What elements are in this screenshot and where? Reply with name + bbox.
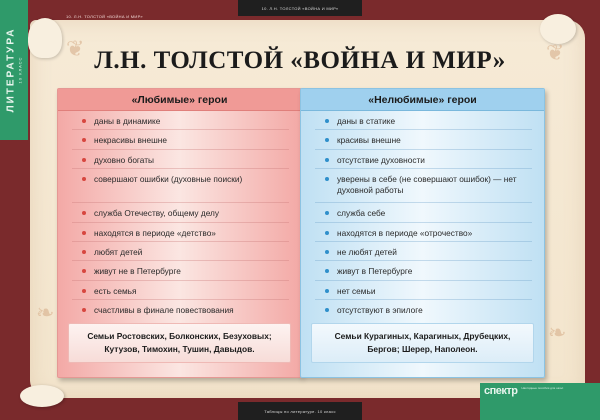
bullet-icon bbox=[325, 231, 329, 235]
list-item: живут не в Петербурге bbox=[72, 261, 289, 280]
list-item: некрасивы внешне bbox=[72, 130, 289, 149]
list-item: духовно богаты bbox=[72, 150, 289, 169]
list-item: счастливы в финале повествования bbox=[72, 300, 289, 319]
panel-heading: «Нелюбимые» герои bbox=[301, 89, 544, 111]
bullet-icon bbox=[325, 250, 329, 254]
grade-label: 10 КЛАСС bbox=[17, 56, 22, 84]
trait-list bbox=[301, 111, 544, 320]
bullet-icon bbox=[325, 269, 329, 273]
bullet-icon bbox=[325, 289, 329, 293]
list-item: находятся в периоде «отрочество» bbox=[315, 223, 532, 242]
list-item: служба себе bbox=[315, 203, 532, 222]
trait-list bbox=[58, 111, 301, 320]
list-item: находятся в периоде «детство» bbox=[72, 223, 289, 242]
bottom-tab: Таблицы по литературе. 10 класс bbox=[238, 402, 362, 420]
favorite-heroes-panel bbox=[57, 88, 302, 378]
publisher-block bbox=[480, 383, 600, 420]
bullet-icon bbox=[82, 308, 86, 312]
publisher-logo: спектр bbox=[484, 385, 518, 397]
bullet-icon bbox=[82, 231, 86, 235]
floral-ornament-icon: ❦ bbox=[546, 40, 565, 65]
bullet-icon bbox=[82, 211, 86, 215]
subject-label: ЛИТЕРАТУРА bbox=[5, 27, 16, 113]
bullet-icon bbox=[325, 211, 329, 215]
summary-box: Семьи Ростовских, Болконских, Безуховых; Кутузов, Тимохин, Тушин, Давыдов. bbox=[68, 323, 291, 363]
bullet-icon bbox=[82, 119, 86, 123]
bullet-icon bbox=[82, 289, 86, 293]
top-tab: 10. Л.Н. ТОЛСТОЙ «ВОЙНА И МИР» bbox=[238, 0, 362, 16]
list-item: нет семьи bbox=[315, 281, 532, 300]
bullet-icon bbox=[325, 119, 329, 123]
floral-ornament-icon: ❦ bbox=[66, 36, 85, 61]
panel-heading: «Любимые» герои bbox=[58, 89, 301, 111]
bullet-icon bbox=[82, 138, 86, 142]
summary-box: Семьи Курагиных, Карагиных, Друбецких, Бергов; Шерер, Наполеон. bbox=[311, 323, 534, 363]
floral-ornament-icon: ❧ bbox=[36, 300, 55, 325]
bullet-icon bbox=[82, 250, 86, 254]
bullet-icon bbox=[325, 158, 329, 162]
bullet-icon bbox=[325, 177, 329, 181]
list-item: живут в Петербурге bbox=[315, 261, 532, 280]
list-item: красивы внешне bbox=[315, 130, 532, 149]
bullet-icon bbox=[82, 269, 86, 273]
list-item: служба Отечеству, общему делу bbox=[72, 203, 289, 222]
page-title: Л.Н. ТОЛСТОЙ «ВОЙНА И МИР» bbox=[94, 47, 506, 74]
list-item: уверены в себе (не совершают ошибок) — нет духовной работы bbox=[315, 169, 532, 203]
list-item: любят детей bbox=[72, 242, 289, 261]
list-item: отсутствие духовности bbox=[315, 150, 532, 169]
list-item: не любят детей bbox=[315, 242, 532, 261]
bullet-icon bbox=[325, 308, 329, 312]
list-item: даны в статике bbox=[315, 111, 532, 130]
unfavorite-heroes-panel bbox=[300, 88, 545, 378]
bullet-icon bbox=[82, 158, 86, 162]
list-item: совершают ошибки (духовные поиски) bbox=[72, 169, 289, 203]
bullet-icon bbox=[325, 138, 329, 142]
scroll-roll-decoration bbox=[20, 385, 64, 407]
bullet-icon bbox=[82, 177, 86, 181]
publisher-fine-print: Наглядные пособия для школ bbox=[521, 386, 564, 390]
list-item: есть семья bbox=[72, 281, 289, 300]
list-item: отсутствуют в эпилоге bbox=[315, 300, 532, 319]
floral-ornament-icon: ❧ bbox=[548, 320, 567, 345]
header-subtitle: 10. Л.Н. ТОЛСТОЙ «ВОЙНА И МИР» bbox=[66, 14, 143, 19]
list-item: даны в динамике bbox=[72, 111, 289, 130]
